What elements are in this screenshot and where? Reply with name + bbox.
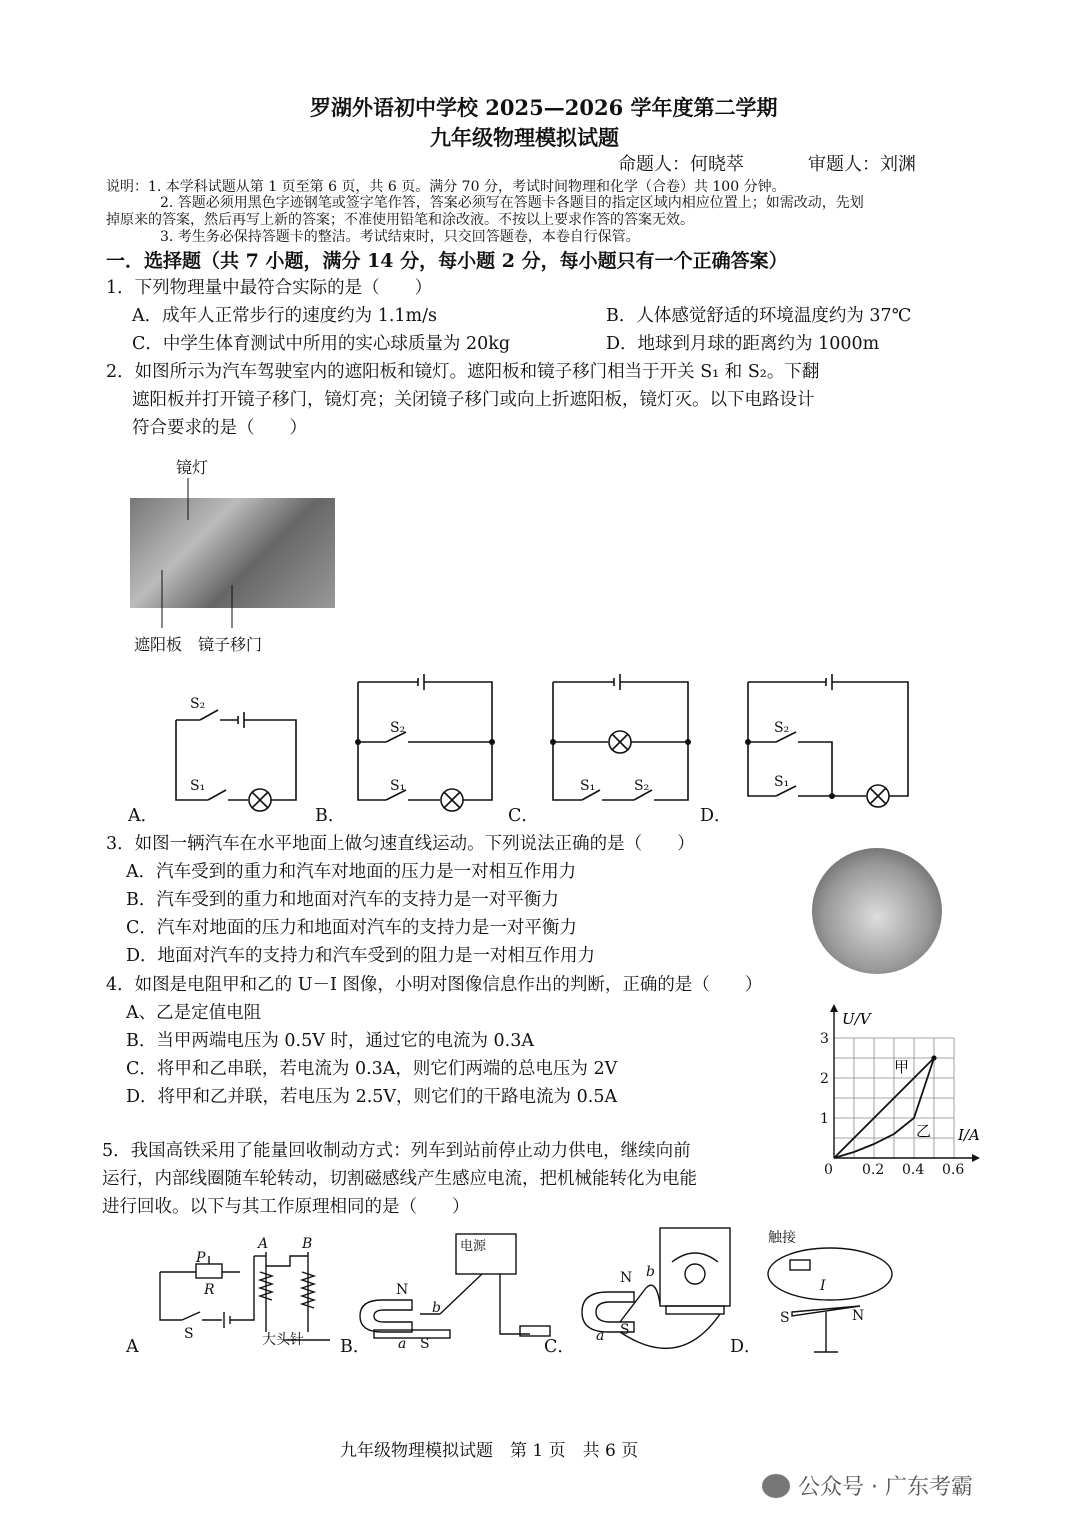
circuit-b-s2: S₂ — [390, 720, 406, 736]
fig-c-label-n: N — [620, 1270, 633, 1286]
fig-d-label-s: S — [780, 1310, 790, 1326]
fig-d-oersted — [768, 1248, 892, 1352]
q1-option-b: B．人体感觉舒适的环境温度约为 37℃ — [606, 306, 912, 326]
q3-stem: 3．如图一辆汽车在水平地面上做匀速直线运动。下列说法正确的是（ ） — [106, 834, 695, 854]
q3-option-c: C．汽车对地面的压力和地面对汽车的支持力是一对平衡力 — [126, 918, 577, 938]
x-axis-label: I/A — [958, 1126, 980, 1144]
author: 命题人：何晓萃 — [618, 154, 744, 175]
visor-leader-lines — [0, 0, 400, 660]
school-title: 罗湖外语初中学校 2025—2026 学年度第二学期 — [310, 95, 778, 120]
y-tick-label: 2 — [820, 1071, 829, 1087]
note-4: 3. 考生务必保持答题卡的整洁。考试结束时，只交回答题卷，本卷自行保管。 — [160, 229, 640, 245]
fig-b-label-n: N — [396, 1282, 409, 1298]
series-label-yi: 乙 — [916, 1122, 932, 1140]
fig-d-label-touch: 触接 — [768, 1230, 796, 1246]
y-axis-label: U/V — [842, 1010, 871, 1028]
note-3: 掉原来的答案，然后再写上新的答案；不准使用铅笔和涂改液。不按以上要求作答的答案无效。 — [106, 212, 694, 228]
q4-option-c: C．将甲和乙串联，若电流为 0.3A，则它们两端的总电压为 2V — [126, 1059, 618, 1079]
circuit-d-s2: S₂ — [774, 720, 790, 736]
series-label-jia: 甲 — [894, 1058, 910, 1076]
series-point-1 — [932, 1056, 937, 1061]
q4-option-b: B．当甲两端电压为 0.5V 时，通过它的电流为 0.3A — [126, 1031, 534, 1051]
fig-b-motor — [360, 1234, 550, 1338]
watermark-text: 公众号 · 广东考霸 — [798, 1475, 973, 1500]
circuit-d — [748, 674, 908, 807]
q1-stem: 1．下列物理量中最符合实际的是（ ） — [106, 278, 433, 298]
fig-a-label-b: B — [302, 1236, 313, 1252]
q3-option-a: A．汽车受到的重力和汽车对地面的压力是一对相互作用力 — [126, 862, 577, 882]
q5-line1: 5．我国高铁采用了能量回收制动方式：列车到站前停止动力供电，继续向前 — [102, 1141, 691, 1161]
circuit-c-s1: S₁ — [580, 778, 596, 794]
q4-stem: 4．如图是电阻甲和乙的 U－I 图像，小明对图像信息作出的判断，正确的是（ ） — [106, 975, 763, 995]
q1-option-c: C．中学生体育测试中所用的实心球质量为 20kg — [132, 334, 511, 354]
q5-line3: 进行回收。以下与其工作原理相同的是（ ） — [102, 1197, 470, 1217]
q2-opt-d: D． — [700, 806, 732, 826]
y-tick-label: 1 — [820, 1111, 829, 1127]
series-line-0 — [834, 1058, 934, 1158]
fig-b-label-power: 电源 — [460, 1239, 487, 1254]
car-photo — [812, 848, 942, 974]
fig-a-label-pins: 大头针 — [262, 1332, 304, 1348]
fig-b-label-s: S — [420, 1336, 430, 1352]
x-tick-label: 0.2 — [862, 1162, 885, 1178]
q5-line2: 运行，内部线圈随车轮转动，切割磁感线产生感应电流，把机械能转化为电能 — [102, 1169, 697, 1189]
q4-option-d: D．将甲和乙并联，若电压为 2.5V，则它们的干路电流为 0.5A — [126, 1087, 618, 1107]
fig-a-label-a: A — [258, 1236, 269, 1252]
circuit-a-s2: S₂ — [190, 696, 206, 712]
q5-opt-c: C． — [544, 1337, 575, 1357]
circuit-a-s1: S₁ — [190, 778, 206, 794]
page-footer: 九年级物理模拟试题 第 1 页 共 6 页 — [340, 1441, 639, 1461]
q2-line2: 遮阳板并打开镜子移门，镜灯亮；关闭镜子移门或向上折遮阳板，镜灯灭。以下电路设计 — [132, 390, 815, 410]
x-tick-label: 0.4 — [902, 1162, 925, 1178]
fig-c-label-s: S — [620, 1322, 630, 1338]
label-mirror-lamp: 镜灯 — [176, 458, 209, 477]
q5-figures — [120, 1222, 900, 1372]
exam-title: 九年级物理模拟试题 — [430, 125, 619, 150]
reviewer: 审题人：刘渊 — [808, 154, 916, 175]
q2-opt-c: C． — [508, 806, 539, 826]
fig-a-label-p: P — [196, 1250, 206, 1266]
q3-option-d: D．地面对汽车的支持力和汽车受到的阻力是一对相互作用力 — [126, 946, 596, 966]
y-axis-arrow — [830, 1004, 838, 1012]
circuit-b — [358, 674, 492, 811]
fig-a-label-s: S — [184, 1326, 194, 1342]
label-mirror-door: 镜子移门 — [198, 635, 263, 654]
circuit-d-s1: S₁ — [774, 774, 790, 790]
x-tick-label: 0 — [824, 1162, 833, 1178]
q1-option-d: D．地球到月球的距离约为 1000m — [606, 334, 880, 354]
x-tick-label: 0.6 — [942, 1162, 965, 1178]
q2-line1: 2．如图所示为汽车驾驶室内的遮阳板和镜灯。遮阳板和镜子移门相当于开关 S₁ 和 S₂。下翻 — [106, 362, 820, 382]
ui-graph — [812, 1000, 992, 1178]
section-heading: 一．选择题（共 7 小题，满分 14 分，每小题 2 分，每小题只有一个正确答案） — [106, 250, 788, 272]
circuit-c-s2: S₂ — [634, 778, 650, 794]
q2-opt-a: A． — [128, 806, 159, 826]
q5-opt-b: B． — [340, 1337, 371, 1357]
fig-d-label-i: I — [820, 1278, 826, 1294]
q2-line3: 符合要求的是（ ） — [132, 418, 307, 438]
q4-option-a: A、乙是定值电阻 — [126, 1003, 262, 1023]
note-2: 2. 答题必须用黑色字迹钢笔或签字笔作答，答案必须写在答题卡各题目的指定区域内相应位置上；如需改动，先划 — [160, 195, 864, 211]
circuit-b-s1: S₁ — [390, 778, 406, 794]
circuit-c — [553, 674, 688, 800]
q3-option-b: B．汽车受到的重力和地面对汽车的支持力是一对平衡力 — [126, 890, 559, 910]
x-axis-arrow — [972, 1154, 980, 1162]
fig-a-label-r: R — [204, 1282, 215, 1298]
fig-c-label-a: a — [596, 1328, 605, 1344]
label-sun-visor: 遮阳板 — [134, 635, 183, 654]
q1-option-a: A．成年人正常步行的速度约为 1.1m/s — [132, 306, 438, 326]
fig-b-label-b: b — [432, 1300, 441, 1316]
q5-opt-a: A — [126, 1337, 139, 1357]
watermark — [762, 1470, 973, 1501]
wechat-icon — [762, 1474, 790, 1498]
fig-d-label-n: N — [852, 1308, 865, 1324]
q5-opt-d: D． — [730, 1337, 762, 1357]
q2-opt-b: B． — [315, 806, 346, 826]
y-tick-label: 3 — [820, 1031, 829, 1047]
fig-c-label-b: b — [646, 1264, 655, 1280]
note-1: 说明：1. 本学科试题从第 1 页至第 6 页，共 6 页。满分 70 分，考试时间物理和化学（合卷）共 100 分钟。 — [106, 179, 786, 195]
fig-b-label-a: a — [398, 1336, 407, 1352]
circuit-a — [176, 710, 296, 811]
